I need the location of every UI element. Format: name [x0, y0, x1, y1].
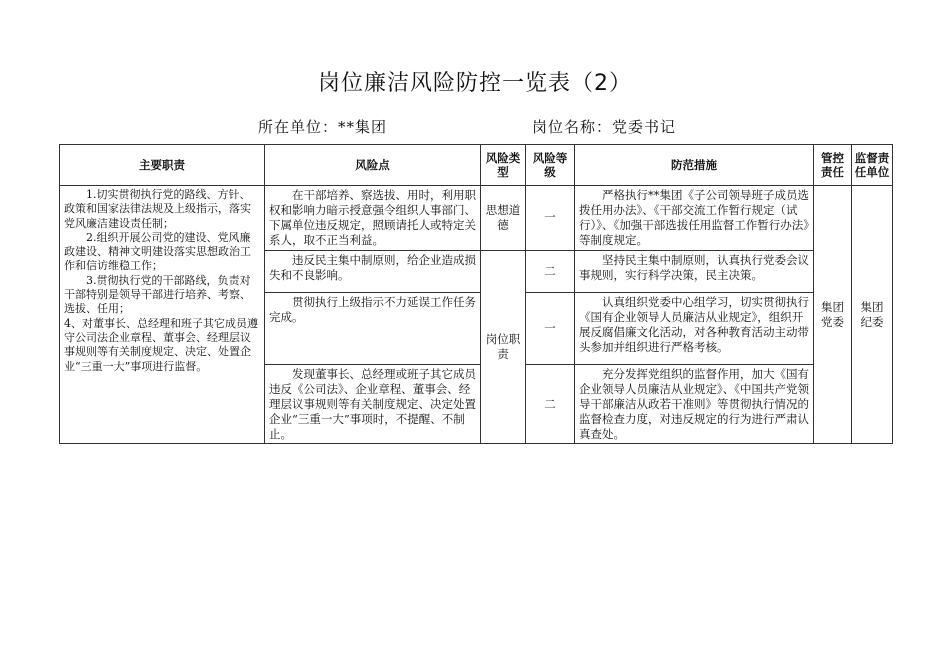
- risk-cell: 违反民主集中制原则，给企业造成损失和不良影响。: [265, 250, 481, 292]
- supervision-cell: 集团纪委: [852, 186, 893, 444]
- duty-item: 3.贯彻执行党的干部路线，负责对干部特别是领导干部进行培养、考察、选拔、任用；: [64, 273, 251, 316]
- risk-level-cell: 二: [526, 364, 575, 444]
- responsibility-cell: 集团党委: [814, 186, 852, 444]
- table-row: [60, 186, 893, 251]
- duties-cell: [60, 186, 265, 444]
- measure-cell: 坚持民主集中制原则，认真执行党委会议事规则，实行科学决策，民主决策。: [575, 250, 814, 292]
- header-duties: 主要职责: [60, 145, 265, 186]
- unit-label: 所在单位：**集团: [258, 118, 388, 136]
- duty-item: 4、对董事长、总经理和班子其它成员遵守公司法企业章程、董事会、经理层议事规则等有关制度规定、决定、处置企业“三重一大”事项进行监督。: [64, 316, 258, 373]
- risk-table: [59, 144, 893, 444]
- header-responsibility: 管控责任: [814, 145, 852, 186]
- risk-level-cell: 一: [526, 292, 575, 364]
- header-row: [60, 145, 893, 186]
- position-label: 岗位名称：党委书记: [532, 118, 677, 136]
- header-risk: 风险点: [265, 145, 481, 186]
- header-supervision: 监督责任单位: [852, 145, 893, 186]
- risk-cell: 在干部培养、察选拔、用时，利用职权和影响力暗示授意强令组织人事部门、下属单位违反规定，照顾请托人或特定关系人，取不正当利益。: [265, 186, 481, 251]
- header-measures: 防范措施: [575, 145, 814, 186]
- risk-type-cell: 岗位职责: [481, 250, 526, 444]
- risk-cell: 发现董事长、总经理或班子其它成员违反《公司法》、企业章程、董事会、经理层议事规则等有关制度规定、决定处置企业“三重一大”事项时，不提醒、不制止。: [265, 364, 481, 444]
- duty-item: 1.切实贯彻执行党的路线、方针、政策和国家法律法规及上级指示，落实党风廉洁建设责任制；: [64, 188, 251, 230]
- header-risk-type: 风险类型: [481, 145, 526, 186]
- risk-cell: 贯彻执行上级指示不力延误工作任务完成。: [265, 292, 481, 364]
- page-title: 岗位廉洁风险防控一览表（2）: [318, 71, 632, 96]
- duty-item: 2.组织开展公司党的建设、党风廉政建设、精神文明建设落实思想政治工作和信访维稳工作；: [64, 230, 251, 273]
- measure-cell: 充分发挥党组织的监督作用，加大《国有企业领导人员廉洁从业规定》、《中国共产党领导干部廉洁从政若干准则》等贯彻执行情况的监督检查力度，对违反规定的行为进行严肃认真查处。: [575, 364, 814, 444]
- measure-cell: 认真组织党委中心组学习，切实贯彻执行《国有企业领导人员廉洁从业规定》，组织开展反腐倡廉文化活动，对各种教育活动主动带头参加并组织进行严格考核。: [575, 292, 814, 364]
- risk-type-cell: 思想道德: [481, 186, 526, 251]
- risk-level-cell: 二: [526, 250, 575, 292]
- risk-level-cell: 一: [526, 186, 575, 251]
- measure-cell: 严格执行**集团《子公司领导班子成员选拨任用办法》、《干部交流工作暂行规定（试行）》、《加强干部选拔任用监督工作暂行办法》等制度规定。: [575, 186, 814, 251]
- header-risk-level: 风险等级: [526, 145, 575, 186]
